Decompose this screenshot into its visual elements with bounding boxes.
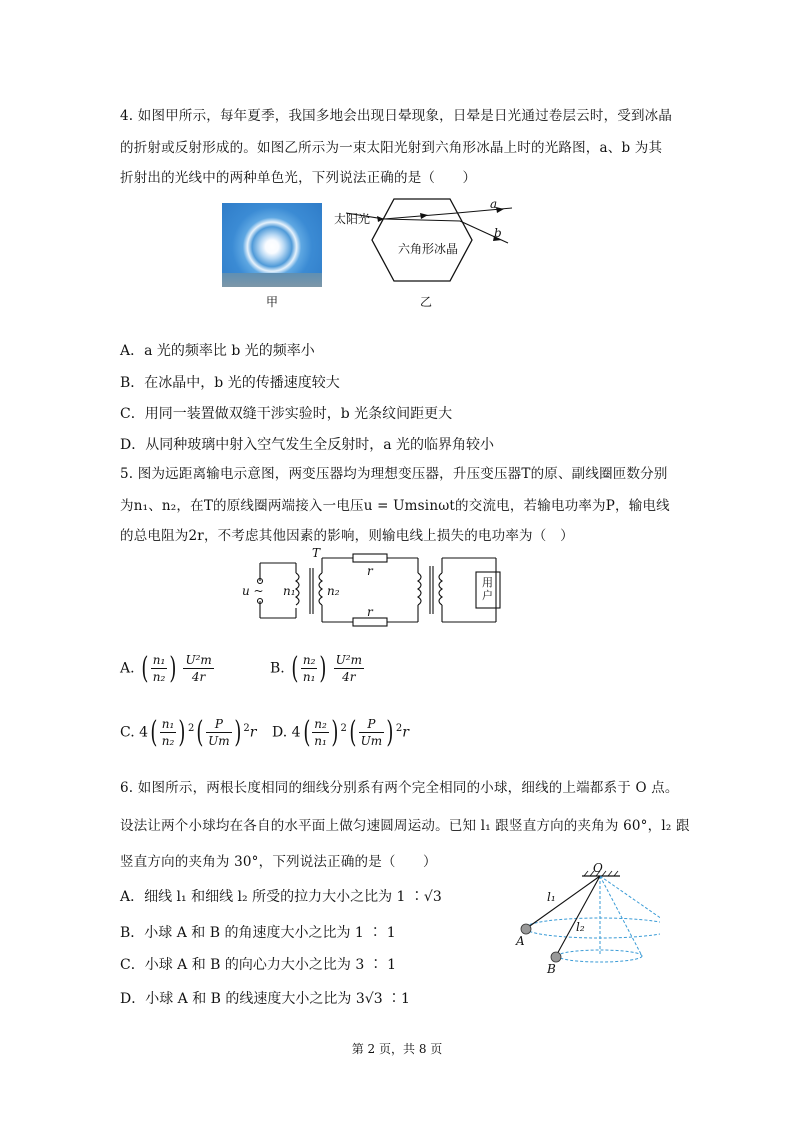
q5-option-c[interactable]: C. 4( $\frac{\text{n₁}}{\text{n₂}}$ ) $^2$( $\frac{P}{Um}$ ) $^2$r	[120, 714, 257, 750]
line-l2-label: l₂	[576, 920, 585, 934]
exponent: 2	[243, 722, 250, 734]
coef-four: 4	[139, 724, 149, 741]
frac-den: n₁	[314, 734, 327, 748]
fig-yi-caption: 乙	[420, 295, 433, 309]
ball-b-label: B	[547, 962, 556, 976]
q6-line-1: 6. 如图所示，两根长度相同的细线分别系有两个完全相同的小球，细线的上端都系于 O 点。	[120, 780, 679, 796]
q5-line-3: 的总电阻为2r，不考虑其他因素的影响，则输电线上损失的电功率为（ ）	[120, 528, 574, 544]
q6-option-b[interactable]: B．小球 A 和 B 的角速度大小之比为 1 ∶ 1	[120, 925, 396, 941]
ray-a-label: a	[490, 197, 498, 211]
resistor-bottom-label: r	[367, 605, 373, 619]
frac-den: n₂	[152, 670, 166, 684]
q5-option-d[interactable]: D. 4( $\frac{\text{n₂}}{\text{n₁}}$ ) $^2$( $\frac{P}{Um}$ ) $^2$r	[272, 714, 409, 750]
ball-a-label: A	[516, 934, 525, 948]
conical-pendulum-diagram	[510, 858, 660, 978]
q6-option-a[interactable]: A．细线 l₁ 和细线 l₂ 所受的拉力大小之比为 1 ∶√3	[120, 889, 442, 905]
q5-option-c-label: C.	[120, 724, 135, 741]
resistor-top-label: r	[367, 564, 373, 578]
frac-den: Um	[360, 734, 383, 748]
q4-line-1: 4. 如图甲所示，每年夏季，我国多地会出现日晕现象，日晕是日光通过卷层云时，受到冰晶	[120, 108, 673, 124]
halo-photo	[222, 203, 322, 287]
q6-line-3: 竖直方向的夹角为 30°，下列说法正确的是（ ）	[120, 854, 437, 870]
q5-option-a-label: A.	[120, 660, 135, 677]
frac-num: P	[206, 716, 232, 733]
frac-den: n₂	[161, 734, 175, 748]
var-r: r	[402, 724, 409, 741]
q5-option-b[interactable]: B. ( $\frac{\text{n₂}}{\text{n₁}}$ ) $\frac{\text{U²m}}{4r}$	[270, 650, 362, 686]
q4-option-b[interactable]: B．在冰晶中，b 光的传播速度较大	[120, 375, 340, 391]
frac-num: n₁	[152, 653, 166, 667]
source-u-label: u ~	[242, 584, 264, 598]
fig-jia-caption: 甲	[266, 295, 279, 309]
q6-line-2: 设法让两个小球均在各自的水平面上做匀速圆周运动。已知 l₁ 跟竖直方向的夹角为 60°，l₂ 跟	[120, 818, 690, 834]
exponent: 2	[395, 722, 403, 734]
sunlight-label: 太阳光	[334, 212, 371, 226]
q4-line-2: 的折射或反射形成的。如图乙所示为一束太阳光射到六角形冰晶上时的光路图，a、b 为其	[120, 140, 663, 156]
q5-option-d-label: D.	[272, 724, 288, 741]
q4-line-3: 折射出的光线中的两种单色光，下列说法正确的是（ ）	[120, 170, 477, 186]
q5-option-a[interactable]: A. ( $\frac{\text{n₁}}{\text{n₂}}$ ) $\frac{\text{U²m}}{4r}$	[120, 650, 212, 686]
frac-num: P	[359, 716, 385, 733]
point-o-label: O	[593, 861, 603, 875]
frac-den: 4r	[191, 670, 206, 684]
frac-den: 4r	[342, 670, 356, 684]
ray-b-label: b	[494, 226, 502, 240]
coil-n1-label: n₁	[283, 584, 296, 598]
page-number-footer: 第 2 页，共 8 页	[351, 1042, 443, 1056]
q6-option-d[interactable]: D．小球 A 和 B 的线速度大小之比为 3√3 ∶1	[120, 991, 410, 1007]
q4-option-d[interactable]: D．从同种玻璃中射入空气发生全反射时，a 光的临界角较小	[120, 437, 495, 453]
q4-option-a[interactable]: A．a 光的频率比 b 光的频率小	[120, 343, 315, 359]
frac-num: n₂	[302, 653, 316, 667]
frac-num: n₁	[161, 717, 175, 731]
transmission-circuit	[238, 548, 523, 633]
crystal-label: 六角形冰晶	[398, 242, 459, 256]
user-label: 用户	[482, 576, 493, 602]
coef-four: 4	[291, 724, 301, 741]
q6-option-c[interactable]: C．小球 A 和 B 的向心力大小之比为 3 ∶ 1	[120, 957, 397, 973]
var-r: r	[249, 724, 257, 741]
exponent: 2	[188, 722, 195, 734]
frac-num: U²m	[335, 653, 362, 667]
q5-line-1: 5. 图为远距离输电示意图，两变压器均为理想变压器，升压变压器T的原、副线圈匝数分别	[120, 466, 668, 482]
q5-line-2: 为n₁、n₂，在T的原线圈两端接入一电压u = Umsinωt的交流电，若输电功率为P，输电线	[120, 498, 670, 514]
coil-n2-label: n₂	[327, 584, 340, 598]
q5-option-b-label: B.	[270, 660, 285, 677]
q4-option-c[interactable]: C．用同一装置做双缝干涉实验时，b 光条纹间距更大	[120, 406, 453, 422]
frac-den: Um	[208, 734, 230, 748]
frac-den: n₁	[302, 670, 316, 684]
line-l1-label: l₁	[547, 890, 556, 904]
frac-num: U²m	[185, 653, 212, 667]
exponent: 2	[340, 722, 347, 734]
transformer-t-label: T	[312, 546, 321, 560]
frac-num: n₂	[314, 717, 327, 731]
